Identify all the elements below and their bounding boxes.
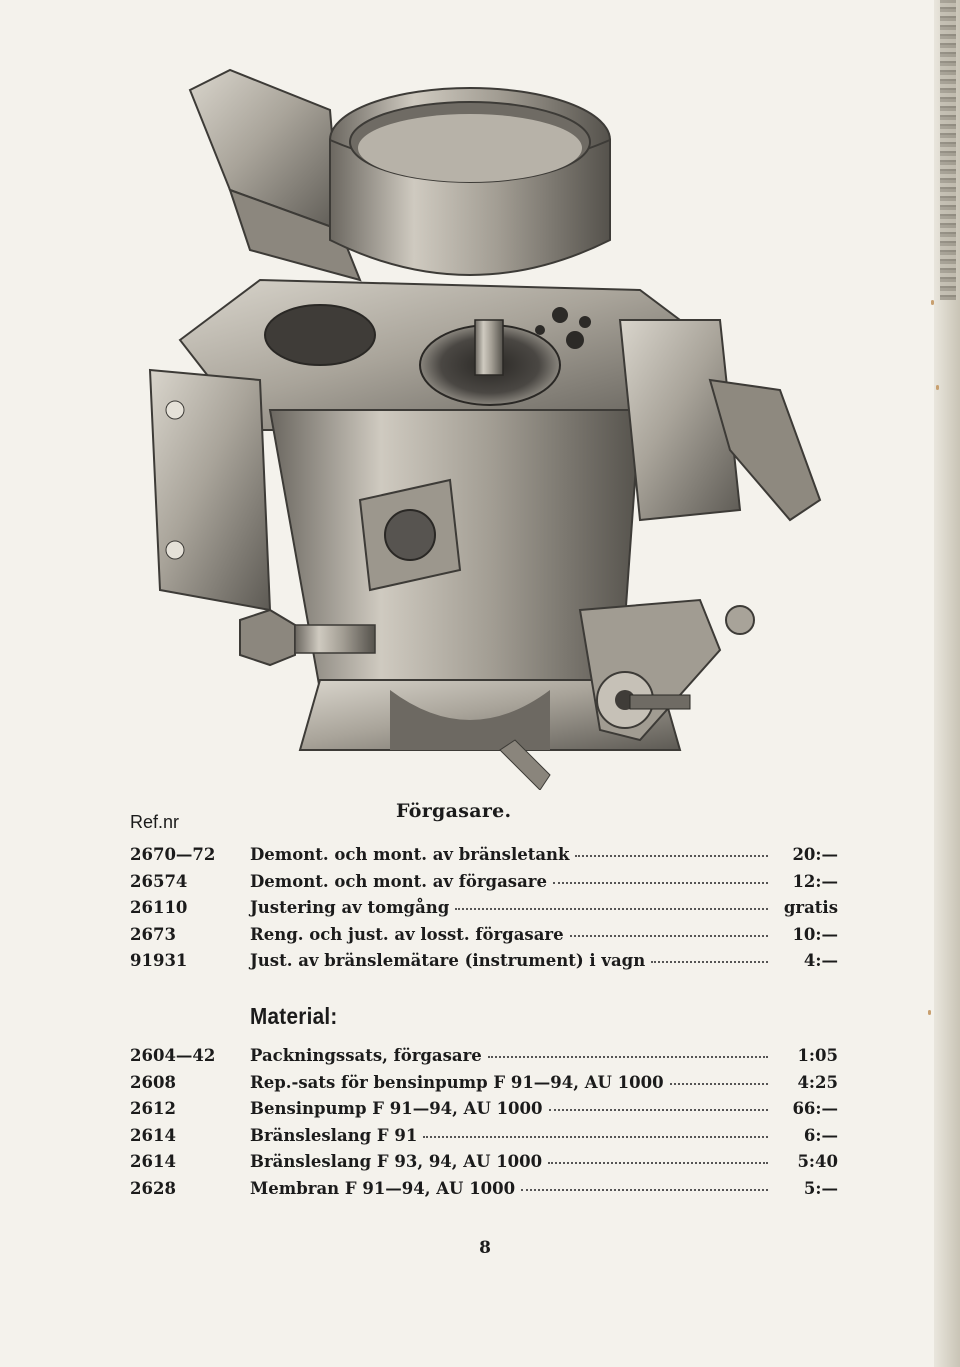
material-row — [130, 1149, 838, 1176]
page-number: 8 — [479, 1238, 491, 1258]
ref-column-header: Ref.nr — [130, 812, 180, 832]
material-row — [130, 1043, 838, 1070]
material-heading: Material: — [250, 1003, 338, 1029]
ref-number: 2614 — [130, 1125, 176, 1145]
dot-leader — [670, 1082, 768, 1085]
service-description: Demont. och mont. av bränsletank — [250, 845, 570, 864]
paper-speck — [931, 300, 934, 305]
materials-list — [130, 1043, 838, 1202]
ref-number: 2673 — [130, 924, 176, 944]
price: 5:— — [803, 1178, 838, 1198]
material-description: Bensinpump F 91—94, AU 1000 — [250, 1099, 543, 1118]
services-list — [130, 842, 838, 975]
ref-number: 2670—72 — [130, 845, 216, 864]
section-title: Förgasare. — [396, 800, 512, 822]
price: 10:— — [792, 924, 838, 944]
ref-number: 91931 — [130, 951, 188, 970]
dot-leader — [570, 934, 768, 937]
price: 5:40 — [797, 1152, 838, 1171]
service-row — [130, 842, 838, 869]
service-description: Justering av tomgång — [250, 898, 450, 917]
price: 4:— — [803, 951, 838, 970]
paper-speck — [936, 385, 939, 390]
price: 12:— — [792, 871, 838, 891]
page-edge — [934, 0, 960, 1367]
material-row — [130, 1070, 838, 1097]
service-row — [130, 948, 838, 975]
price: 1:05 — [797, 1046, 838, 1065]
dot-leader — [423, 1135, 768, 1138]
dot-leader — [548, 1161, 768, 1164]
ref-number: 2612 — [130, 1099, 176, 1118]
service-description: Demont. och mont. av förgasare — [250, 871, 547, 891]
ref-number: 2608 — [130, 1072, 176, 1092]
material-row — [130, 1096, 838, 1123]
material-row — [130, 1123, 838, 1150]
material-description: Bränsleslang F 93, 94, AU 1000 — [250, 1152, 543, 1171]
dot-leader — [575, 854, 768, 857]
price: 20:— — [792, 845, 838, 864]
paper-speck — [928, 1010, 931, 1015]
ref-number: 2614 — [130, 1152, 176, 1171]
service-description: Just. av bränslemätare (instrument) i vagn — [250, 951, 646, 970]
adjacent-page-strip — [940, 0, 956, 300]
dot-leader — [553, 881, 768, 884]
ref-number: 2604—42 — [130, 1046, 216, 1065]
material-description: Packningssats, förgasare — [250, 1046, 482, 1065]
material-description: Bränsleslang F 91 — [250, 1125, 418, 1145]
ref-number: 26574 — [130, 871, 188, 891]
carburetor-photo — [120, 50, 840, 790]
dot-leader — [521, 1188, 768, 1191]
price: 6:— — [803, 1125, 838, 1145]
material-row — [130, 1176, 838, 1203]
ref-number: 2628 — [130, 1178, 176, 1198]
dot-leader — [549, 1108, 769, 1111]
dot-leader — [651, 960, 768, 963]
service-row — [130, 869, 838, 896]
service-description: Reng. och just. av losst. förgasare — [250, 924, 564, 944]
price: 66:— — [792, 1099, 838, 1118]
price: 4:25 — [797, 1072, 838, 1092]
dot-leader — [455, 907, 768, 910]
ref-number: 26110 — [130, 898, 188, 917]
service-row — [130, 922, 838, 949]
material-description: Membran F 91—94, AU 1000 — [250, 1178, 516, 1198]
service-row — [130, 895, 838, 922]
price: gratis — [783, 898, 838, 917]
material-description: Rep.-sats för bensinpump F 91—94, AU 1000 — [250, 1072, 664, 1092]
dot-leader — [488, 1055, 768, 1058]
